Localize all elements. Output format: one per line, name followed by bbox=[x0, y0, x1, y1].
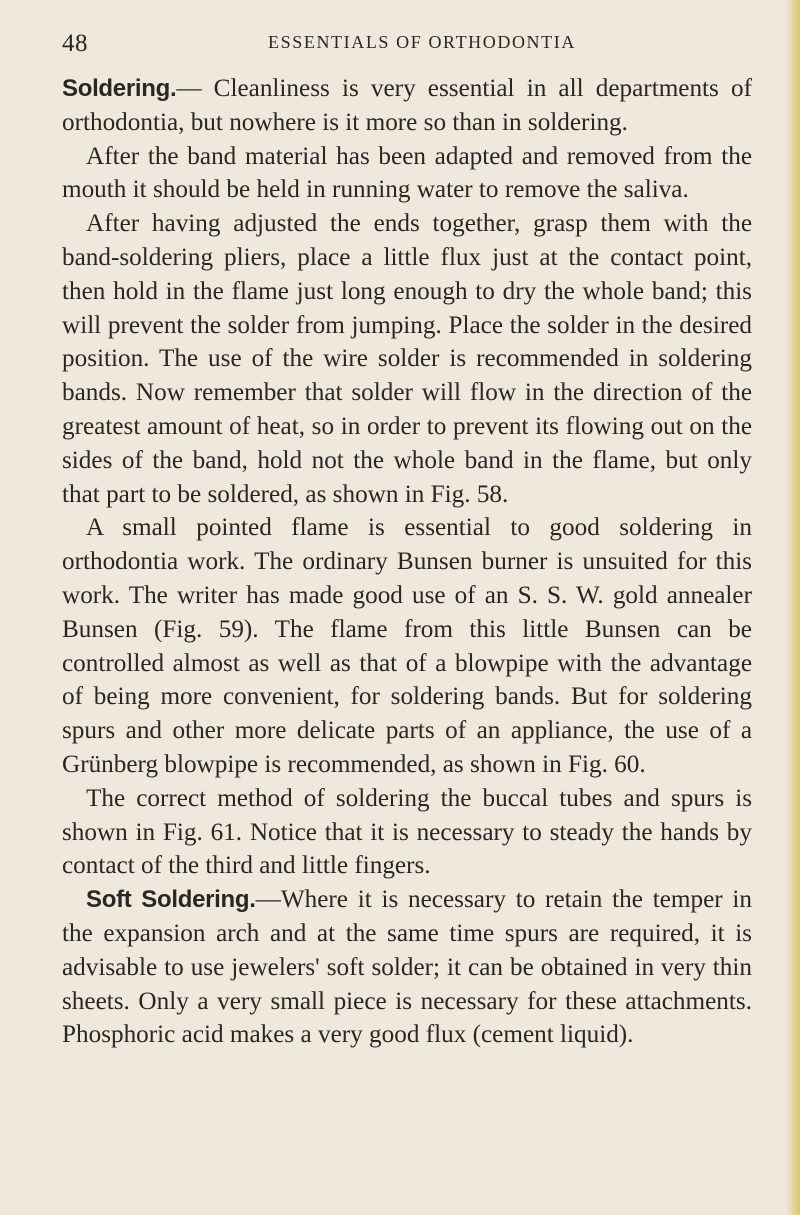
paragraph-soldering bbox=[62, 72, 752, 140]
running-head: ESSENTIALS OF ORTHODONTIA bbox=[268, 32, 576, 52]
paragraph: After having adjusted the ends together, grasp them with the band-soldering pliers, place a little flux just at the contact point, then hold in the flame just long enough to dry the whole band; this will prevent the solder from jumping. Place the solder in the desired position. The use of the wire solder is recommended in soldering bands. Now remember that solder will flow in the direction of the greatest amount of heat, so in order to prevent its flowing out on the sides of the band, hold not the whole band in the flame, but only that part to be soldered, as shown in Fig. 58. bbox=[62, 210, 752, 508]
paragraph: After the band material has been adapted and removed from the mouth it should be held in running water to remove the saliva. bbox=[62, 142, 752, 204]
paragraph-text: —Where it is necessary to retain the temper in the expansion arch and at the same time spurs are required, it is advisable to use jewelers' soft solder; it can be obtained in very thin sheets. Only a very small piece is necessary for these attachments. Phosphoric acid makes a very good flux (cement liquid). bbox=[62, 886, 752, 1049]
section-heading-soft-soldering: Soft Soldering. bbox=[86, 886, 256, 914]
page-body bbox=[62, 72, 752, 1052]
paragraph-soft-soldering bbox=[62, 883, 752, 1052]
paragraph: A small pointed flame is essential to good soldering in orthodontia work. The ordinary Bunsen burner is unsuited for this work. The writer has made good use of an S. S. W. gold annealer Bunsen (Fig. 59). The flame from this little Bunsen can be controlled almost as well as that of a blowpipe with the advantage of being more convenient, for soldering bands. But for soldering spurs and other more delicate parts of an appliance, the use of a Grünberg blowpipe is recommended, as shown in Fig. 60. bbox=[62, 514, 752, 778]
page-header bbox=[62, 30, 752, 62]
page-number: 48 bbox=[62, 30, 88, 57]
paragraph: The correct method of soldering the buccal tubes and spurs is shown in Fig. 61. Notice that it is necessary to steady the hands by contact of the third and little fingers. bbox=[62, 784, 752, 880]
paragraph-text: — Cleanliness is very essential in all departments of orthodontia, but nowhere is it more so than in soldering. bbox=[62, 75, 752, 136]
page-edge bbox=[786, 0, 800, 1215]
section-heading-soldering: Soldering. bbox=[62, 75, 177, 102]
